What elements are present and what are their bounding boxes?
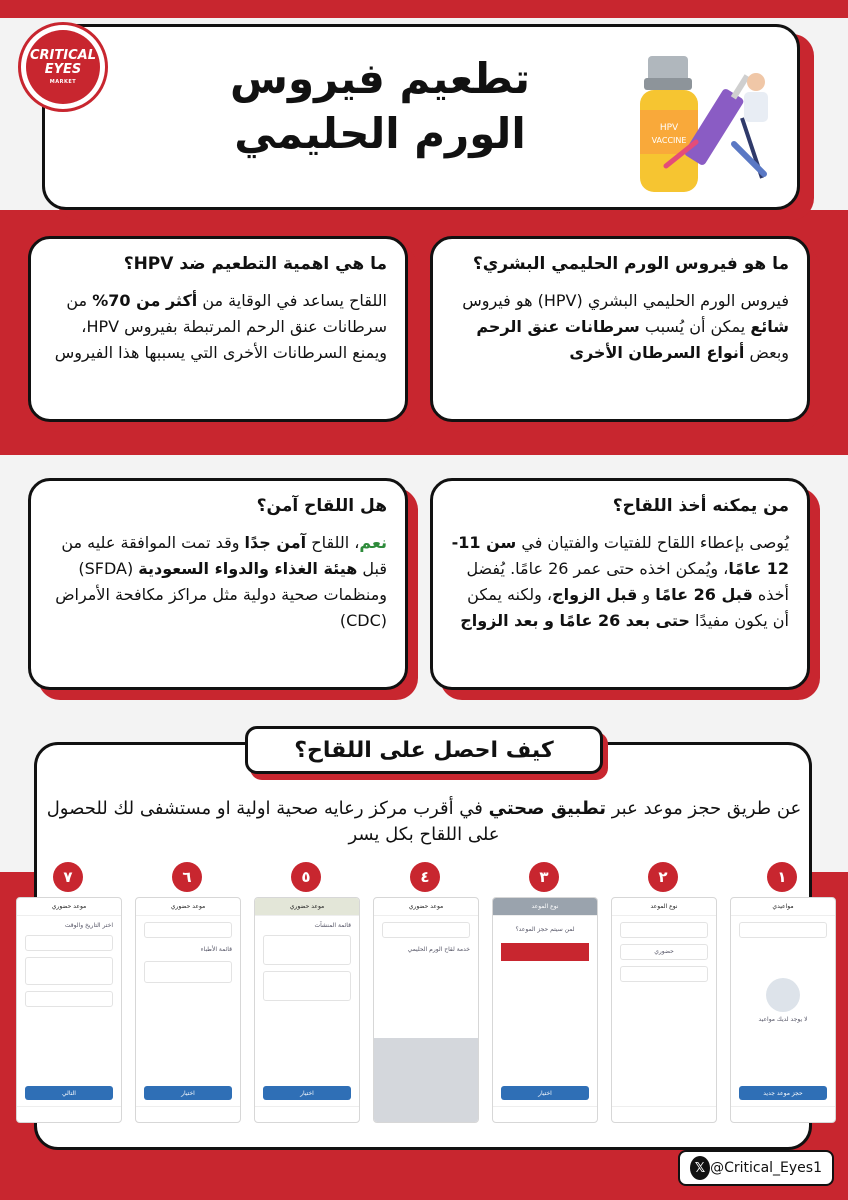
card-what-is-body: فيروس الورم الحليمي البشري (HPV) هو فيروس شائع يمكن أن يُسبب سرطانات عنق الرحم وبعض أنواع السرطان الأخرى [462, 290, 789, 362]
top-band [0, 0, 848, 18]
step-2-screenshot [611, 897, 717, 1123]
step-4-number: ٤ [410, 862, 440, 892]
card-who-title: من يمكنه أخذ اللقاح؟ [612, 496, 789, 516]
step-2-number: ٢ [648, 862, 678, 892]
step-6-note: قائمة الأطباء [200, 946, 232, 953]
step-1-button[interactable]: حجز موعد جديد [739, 1086, 827, 1100]
card-what-is-title: ما هو فيروس الورم الحليمي البشري؟ [472, 254, 789, 274]
brand-logo [18, 22, 108, 112]
logo-line2: EYES [44, 61, 82, 77]
step-1-header: مواعيدي [731, 898, 835, 916]
vial-label2: VACCINE [651, 136, 687, 145]
step-7-number: ٧ [53, 862, 83, 892]
step-2-note[interactable]: حضوري [620, 944, 708, 960]
step-7-note: اختر التاريخ والوقت [64, 922, 113, 929]
step-5-screenshot [254, 897, 360, 1123]
card-importance [28, 236, 408, 422]
step-6-number: ٦ [172, 862, 202, 892]
x-logo-icon: 𝕏 [690, 1156, 710, 1180]
title-line1: تطعيم فيروس [230, 54, 530, 103]
card-what-is-hpv [430, 236, 810, 422]
step-6-header: موعد حضوري [136, 898, 240, 916]
step-5-button[interactable]: اختيار [263, 1086, 351, 1100]
step-4-header: موعد حضوري [374, 898, 478, 916]
step-1-screenshot [730, 897, 836, 1123]
vial-label1: HPV [659, 123, 679, 133]
step-7-button[interactable]: التالي [25, 1086, 113, 1100]
app-steps [0, 860, 848, 1120]
step-4-note[interactable]: خدمة لقاح الورم الحليمي [407, 946, 470, 953]
step-3-screenshot [492, 897, 598, 1123]
card-is-safe [28, 478, 408, 690]
card-importance-title: ما هي اهمية التطعيم ضد HPV؟ [123, 254, 387, 274]
how-body: عن طريق حجز موعد عبر تطبيق صحتي في أقرب مركز رعايه صحية اولية او مستشفى لك للحصول على اللقاح بكل يسر [46, 798, 802, 846]
step-5-note: قائمة المنشآت [314, 922, 351, 929]
step-2-header: نوع الموعد [612, 898, 716, 916]
step-6-button[interactable]: اختيار [144, 1086, 232, 1100]
logo-line1: CRITICAL [30, 48, 96, 64]
step-3-button[interactable]: اختيار [501, 1086, 589, 1100]
step-3-note: لمن سيتم حجز الموعد؟ [515, 926, 575, 933]
step-4-screenshot [373, 897, 479, 1123]
social-handle[interactable] [678, 1150, 834, 1186]
step-5-header: موعد حضوري [255, 898, 359, 916]
step-3-header: نوع الموعد [493, 898, 597, 916]
handle-text: @Critical_Eyes1 [710, 1160, 822, 1176]
step-7-header: موعد حضوري [17, 898, 121, 916]
how-title: كيف احصل على اللقاح؟ [245, 726, 603, 774]
step-7-screenshot [16, 897, 122, 1123]
card-safe-body: نعم، اللقاح آمن جدًا وقد تمت الموافقة عليه من قبل هيئة الغذاء والدواء السعودية (SFDA) ومنظمات صحية دولية مثل مراكز مكافحة الأمراض (CDC) [55, 532, 387, 630]
card-who-body: يُوصى بإعطاء اللقاح للفتيات والفتيان في سن 11-12 عامًا، ويُمكن اخذه حتى عمر 26 عامًا. يُفضل أخذه قبل 26 عامًا و قبل الزواج، ولكنه يمكن أن يكون مفيدًا حتى بعد 26 عامًا و بعد الزواج [451, 532, 789, 630]
step-5-number: ٥ [291, 862, 321, 892]
step-1-note: لا يوجد لديك مواعيد [758, 1016, 808, 1023]
step-3-number: ٣ [529, 862, 559, 892]
logo-sub: MARKET [49, 78, 77, 85]
card-who-can-take [430, 478, 810, 690]
step-6-screenshot [135, 897, 241, 1123]
title-line2: الورم الحليمي [234, 108, 526, 158]
card-safe-title: هل اللقاح آمن؟ [256, 496, 387, 516]
step-1-number: ١ [767, 862, 797, 892]
page-title [140, 52, 620, 161]
card-importance-body: اللقاح يساعد في الوقاية من أكثر من 70% من سرطانات عنق الرحم المرتبطة بفيروس HPV، ويمنع السرطانات الأخرى التي يسببها هذا الفيروس [54, 290, 387, 362]
vaccine-vial-illustration [630, 48, 790, 198]
